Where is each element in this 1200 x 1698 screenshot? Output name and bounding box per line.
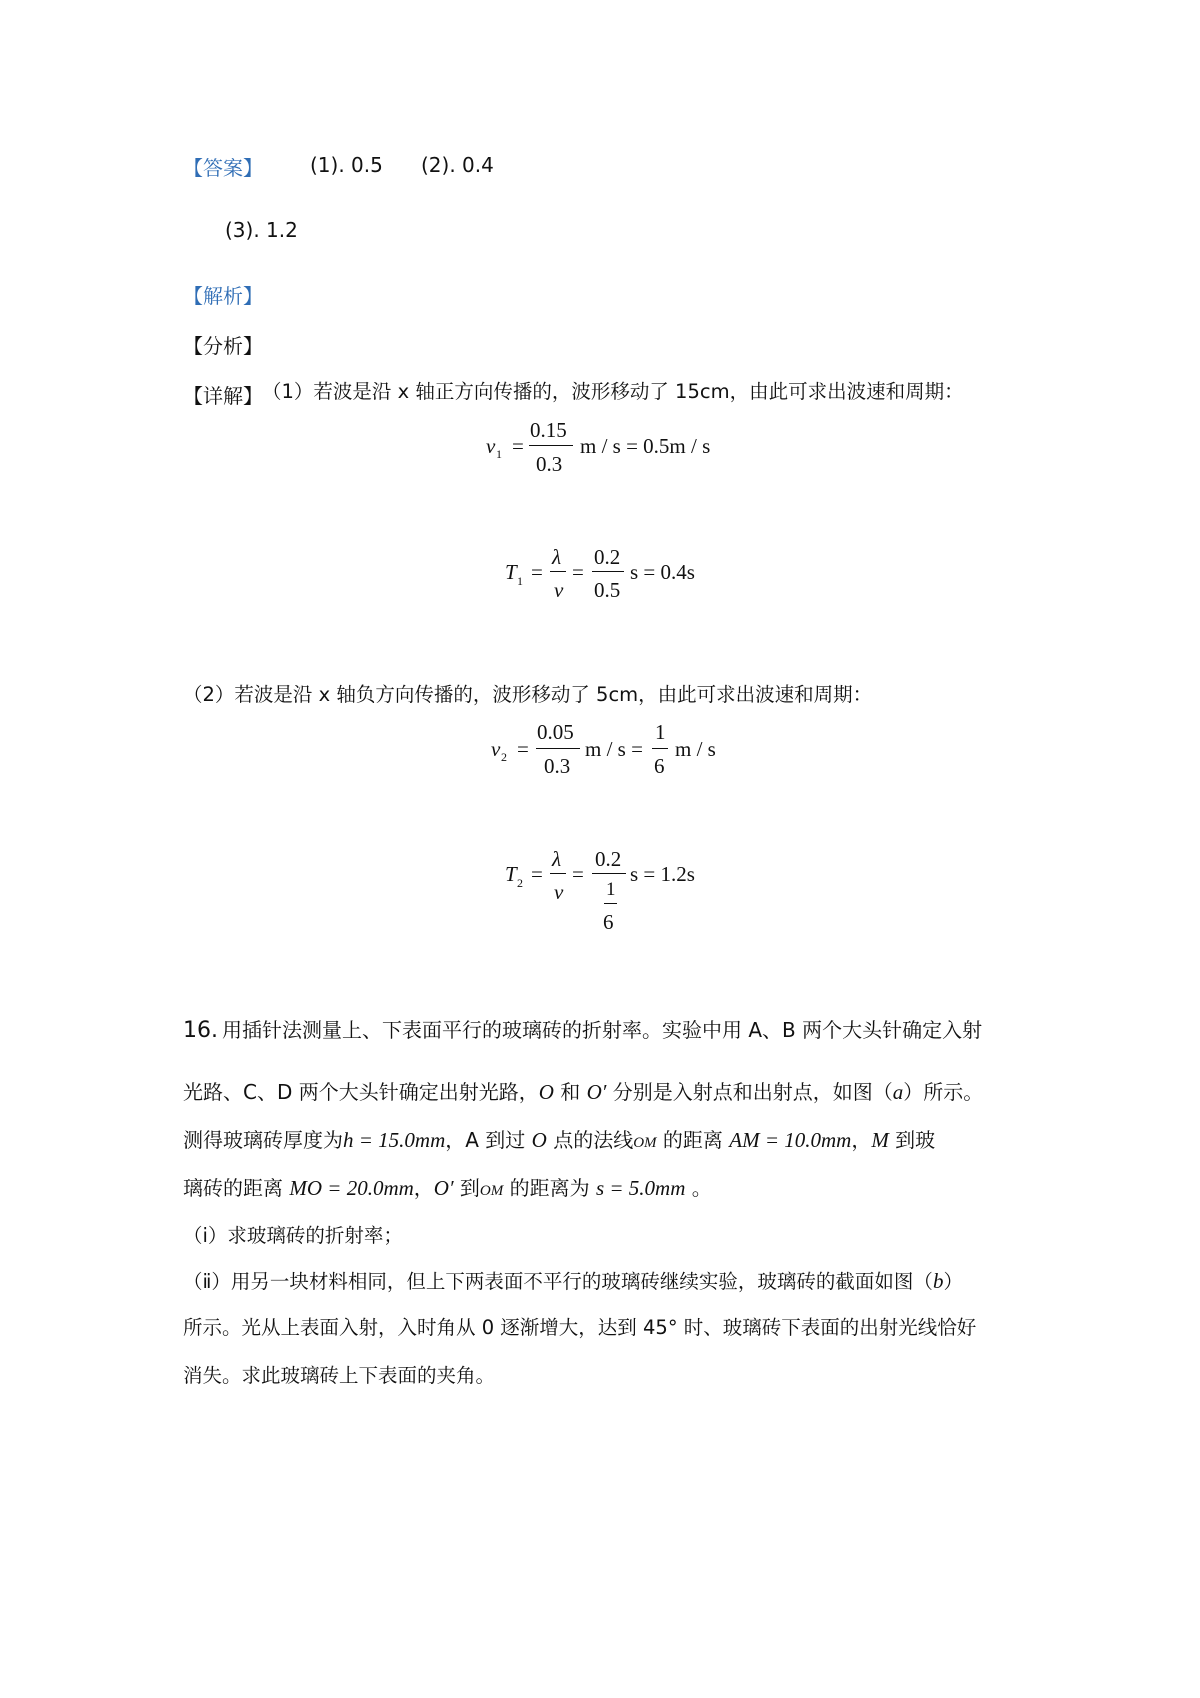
- eq4-den1: v: [554, 880, 564, 904]
- eq3-rest: m / s: [675, 737, 716, 761]
- eq2-rest: s = 0.4s: [630, 560, 695, 584]
- q16-subquestion-ii-line3: 消失。求此玻璃砖上下表面的夹角。: [183, 1364, 496, 1387]
- q16-line4-part-d: 的距离为: [503, 1176, 596, 1200]
- eq2-fraction-bar-2: [592, 571, 624, 572]
- eq4-sub: 2: [517, 876, 523, 890]
- eq4-den2-num: 1: [606, 879, 616, 900]
- answer-item-3: (3). 1.2: [225, 218, 298, 242]
- q16-line2-part-d: ）所示。: [903, 1080, 984, 1104]
- distance-AM: AM = 10.0mm: [729, 1128, 852, 1152]
- q16-line3-part-f: 到玻: [888, 1128, 936, 1152]
- eq2-equals-1: =: [531, 560, 543, 584]
- q16-subquestion-ii-line2: 所示。光从上表面入射，入时角从 0 逐渐增大，达到 45° 时、玻璃砖下表面的出射光线恰好: [183, 1316, 977, 1339]
- eq2-den2: 0.5: [594, 578, 621, 602]
- q16-line4-part-e: 。: [685, 1176, 712, 1200]
- eq1-lhs: v: [486, 434, 496, 458]
- q16-line2: [183, 1082, 983, 1103]
- detail-part2-intro: （2）若波是沿 x 轴负方向传播的，波形移动了 5cm，由此可求出波速和周期：: [183, 683, 873, 706]
- q16-line4: [183, 1178, 712, 1199]
- point-O-prime-2: O′: [433, 1176, 454, 1200]
- eq4-inner-fraction-bar: [604, 903, 617, 904]
- eq1-rest: m / s = 0.5m / s: [580, 434, 711, 458]
- point-O-prime: O′: [586, 1080, 607, 1104]
- q16-line2-part-b: 和: [553, 1080, 587, 1104]
- question-number: 16.: [183, 1018, 218, 1043]
- eq2-den1: v: [554, 578, 564, 602]
- q16-line4-part-a: 璃砖的距离: [183, 1176, 290, 1200]
- q16-line3-part-a: 测得玻璃砖厚度为: [183, 1128, 343, 1152]
- answer-tag: 【答案】: [183, 156, 263, 180]
- eq3-num2: 1: [655, 720, 666, 744]
- eq1-numerator: 0.15: [530, 418, 567, 442]
- eq3-denominator: 0.3: [544, 754, 571, 778]
- eq4-rest: s = 1.2s: [630, 862, 695, 886]
- sub-ii-line1-part-c: ）: [943, 1270, 963, 1293]
- q16-line1: 用插针法测量上、下表面平行的玻璃砖的折射率。实验中用 A、B 两个大头针确定入射: [222, 1018, 983, 1042]
- eq3-fraction-bar-2: [652, 748, 668, 749]
- eq4-fraction-bar-2: [592, 873, 626, 874]
- detail-tag: 【详解】: [183, 384, 263, 408]
- q16-line2-part-a: 光路、C、D 两个大头针确定出射光路，: [183, 1080, 539, 1104]
- eq3-den2: 6: [654, 754, 665, 778]
- eq4-num2: 0.2: [595, 847, 622, 871]
- fenxi-tag: 【分析】: [183, 334, 263, 358]
- eq4-num1: λ: [552, 847, 562, 871]
- eq3-sub: 2: [501, 750, 507, 764]
- q16-line3-part-c: 点的法线: [546, 1128, 634, 1152]
- normal-OM: OM: [633, 1135, 657, 1151]
- q16-line4-part-c: 到: [453, 1176, 480, 1200]
- eq1-denominator: 0.3: [536, 452, 563, 476]
- figure-a-label: a: [892, 1080, 904, 1104]
- eq3-fraction-bar: [536, 748, 580, 749]
- q16-line3-part-e: ，: [851, 1128, 872, 1152]
- point-M: M: [871, 1128, 889, 1152]
- normal-OM-2: OM: [479, 1183, 504, 1199]
- eq4-fraction-bar-1: [550, 873, 566, 874]
- eq3-mid: m / s =: [585, 737, 643, 761]
- sub-ii-line1-part-a: （ⅱ）用另一块材料相同，但上下两表面不平行的玻璃砖继续实验，玻璃砖的截面如图（: [183, 1270, 933, 1293]
- eq1-equals: =: [512, 434, 524, 458]
- q16-line3-part-b: ，A 到过: [445, 1128, 532, 1152]
- eq2-fraction-bar-1: [550, 571, 566, 572]
- distance-MO: MO = 20.0mm: [289, 1176, 414, 1200]
- eq4-equals-2: =: [572, 862, 584, 886]
- eq2-equals-2: =: [572, 560, 584, 584]
- q16-line4-part-b: ，: [413, 1176, 434, 1200]
- eq4-den2-den: 6: [603, 910, 614, 934]
- analysis-tag: 【解析】: [183, 284, 263, 308]
- q16-subquestion-i: （ⅰ）求玻璃砖的折射率；: [183, 1224, 403, 1247]
- eq2-num2: 0.2: [594, 545, 621, 569]
- thickness-h: h = 15.0mm: [343, 1128, 446, 1152]
- eq3-numerator: 0.05: [537, 720, 574, 744]
- eq2-num1: λ: [552, 545, 562, 569]
- eq3-lhs: v: [491, 737, 501, 761]
- q16-line3: [183, 1130, 935, 1151]
- answer-item-2: (2). 0.4: [421, 153, 494, 177]
- point-O-2: O: [531, 1128, 547, 1152]
- q16-line3-part-d: 的距离: [656, 1128, 730, 1152]
- eq4-equals-1: =: [531, 862, 543, 886]
- figure-b-label: b: [932, 1269, 944, 1293]
- eq3-equals: =: [517, 737, 529, 761]
- point-O: O: [538, 1080, 554, 1104]
- detail-part1-intro: （1）若波是沿 x 轴正方向传播的，波形移动了 15cm，由此可求出波速和周期：: [262, 380, 964, 403]
- answer-item-1: (1). 0.5: [310, 153, 383, 177]
- eq4-lhs: T: [505, 862, 517, 886]
- eq2-lhs: T: [505, 560, 517, 584]
- eq1-fraction-bar: [529, 445, 573, 446]
- q16-line2-part-c: 分别是入射点和出射点，如图（: [606, 1080, 893, 1104]
- eq1-sub: 1: [496, 447, 502, 461]
- eq2-sub: 1: [517, 574, 523, 588]
- q16-subquestion-ii-line1: [183, 1271, 963, 1292]
- distance-s: s = 5.0mm: [595, 1176, 686, 1200]
